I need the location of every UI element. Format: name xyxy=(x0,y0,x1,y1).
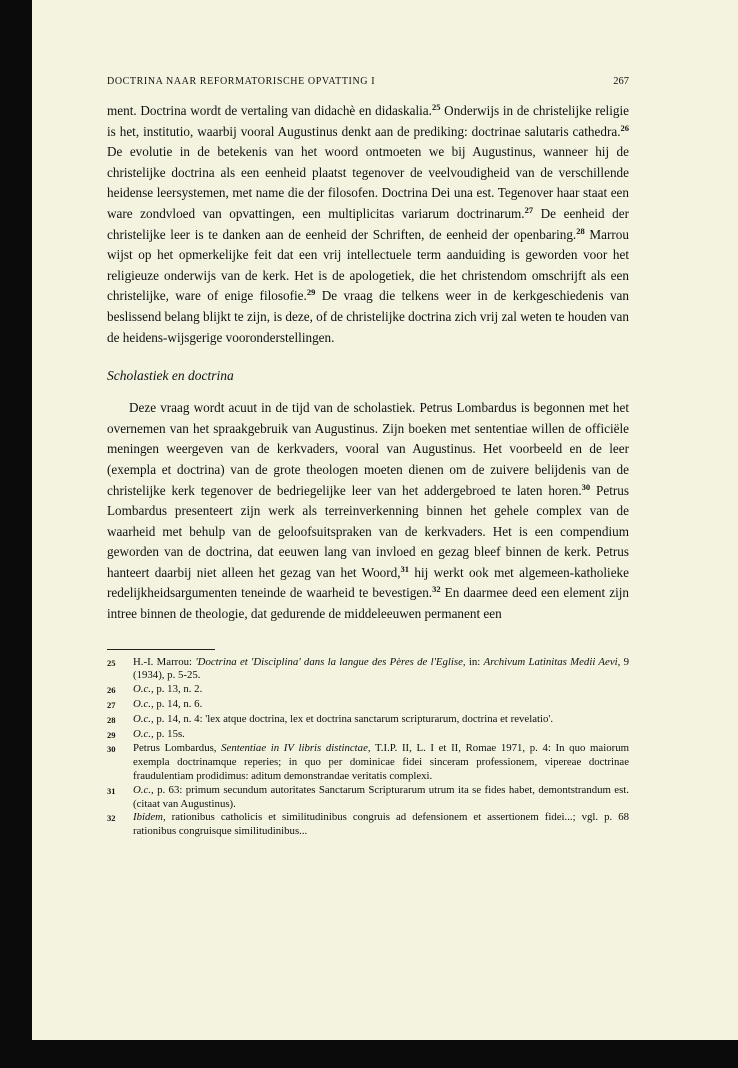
footnote-ref-31: 31 xyxy=(400,563,410,574)
paragraph-text: De evolutie in de betekenis van het woord ontmoeten we bij Augustinus, wanneer hij de christelijke doctrina als een eenheid plaatst tegenover de veelvoudigheid van de verschillende heidense leersystemen, met name die der filosofen. Doctrina Dei una est. Tegenover haar staat een ware zondvloed van opvattingen, een multiplicitas variarum doctrinarum. xyxy=(107,144,629,221)
footnote-text: O.c., p. 14, n. 4: 'lex atque doctrina, lex et doctrina sanctarum scripturarum, doctrina et revelatio'. xyxy=(133,712,554,725)
footnote-text: O.c., p. 15s. xyxy=(133,727,185,740)
body-paragraph-1 xyxy=(107,101,629,348)
section-heading: Scholastiek en doctrina xyxy=(107,368,234,384)
footnote-number: 26 xyxy=(107,685,116,696)
footnote-31 xyxy=(107,784,629,812)
footnote-text: O.c., p. 63: primum secundum autoritates Sanctarum Scripturarum utrum ita se fides habet, demontstrandum est. (citaat van Augustinus). xyxy=(133,783,629,810)
paragraph-text: Deze vraag wordt acuut in de tijd van de scholastiek. Petrus Lombardus is begonnen met het overnemen van het spraakgebruik van Augustinus. Zijn boeken met sententiae willen de officiële meningen weergeven van de kerkvaders, vooral van Augustinus. Het voorbeeld en de leer (exempla et doctrina) van de grote theologen moeten dienen om de zuivere belijdenis van de christelijke kerk tegenover de bedriegelijke leer van het addergebroed te laten horen. xyxy=(107,400,629,498)
footnote-number: 25 xyxy=(107,657,116,668)
footnote-27 xyxy=(107,698,629,713)
footnote-ref-28: 28 xyxy=(576,225,585,236)
paragraph-text: En daarmee deed een element zijn intree binnen de theologie, dat gedurende de middeleeuwen permanent een xyxy=(107,585,629,622)
footnote-number: 32 xyxy=(107,813,116,824)
paragraph-text: Marrou wijst op het opmerkelijke feit dat een vrij intellectuele term aanduiding is geworden voor het religieuze onderwijs van de kerk. Het is de apologetiek, die het christendom omschrijft als een christelijke, ware of enige filosofie. xyxy=(107,226,629,304)
body-paragraph-2 xyxy=(107,398,629,625)
footnote-ref-29: 29 xyxy=(306,287,316,298)
footnote-text: H.-I. Marrou: 'Doctrina et 'Disciplina' dans la langue des Pères de l'Eglise, in: Archivum Latinitas Medii Aevi, 9 (1934), p. 5-25. xyxy=(133,655,630,682)
paragraph-text: De vraag die telkens weer in de kerkgeschiedenis van beslissend belang blijkt te zijn, is deze, of de christelijke doctrina zich vrij zal weten te houden van de heidens-wijsgerige vooronderstellingen. xyxy=(107,288,630,345)
footnote-number: 31 xyxy=(107,785,116,796)
footnote-ref-26: 26 xyxy=(620,122,629,133)
footnote-text: Petrus Lombardus, Sententiae in IV libris distinctae, T.I.P. II, L. I et II, Romae 1971, p. 4: In quo maiorum exempla doctrinamque reperies; in quo per dominicae fidei sinceram professionem, vipereae doctrinae fraudulentiam prodidimus: aditum demonstrandae veritatis complexi. xyxy=(133,742,629,783)
footnotes xyxy=(107,656,629,839)
footnote-text: O.c., p. 13, n. 2. xyxy=(133,683,203,696)
paragraph-text: Petrus Lombardus presenteert zijn werk als terreinverkenning binnen het gehele complex van de waarheid met behulp van de geloofsuitspraken van de kerkvaders. Het is een compendium geworden van de doctrina, dat eeuwen lang van invloed en gezag bleef binnen de kerk. Petrus hanteert daarbij niet alleen het gezag van het Woord, xyxy=(107,482,630,580)
footnote-29 xyxy=(107,728,629,743)
paragraph-text: Onderwijs in de christelijke religie is het, institutio, waarbij vooral Augustinus denkt aan de prediking: doctrinae salutaris cathedra. xyxy=(107,103,629,139)
running-header-title: DOCTRINA NAAR REFORMATORISCHE OPVATTING I xyxy=(107,76,376,87)
page-number: 267 xyxy=(613,76,629,87)
footnote-32 xyxy=(107,811,629,839)
footnote-25 xyxy=(107,656,629,684)
footnote-ref-32: 32 xyxy=(432,584,441,595)
paragraph-text: hij werkt ook met algemeen-katholieke redelijkheidsargumenten teneinde de waarheid te bevestigen. xyxy=(107,564,630,601)
footnote-text: Ibidem, rationibus catholicis et similitudinibus congruis ad defensionem et assertionem fidei...; vgl. p. 68 rationibus congruisque similitudinibus... xyxy=(133,811,629,838)
running-header xyxy=(107,76,629,87)
paragraph-text: De eenheid der christelijke leer is te danken aan de eenheid der Schriften, de eenheid der openbaring. xyxy=(107,205,629,242)
footnote-ref-25: 25 xyxy=(431,102,441,112)
footnote-number: 30 xyxy=(107,744,116,755)
paragraph-text: ment. Doctrina wordt de vertaling van didachè en didaskalia. xyxy=(107,103,432,118)
footnote-text: O.c., p. 14, n. 6. xyxy=(133,698,203,711)
footnote-divider xyxy=(107,649,215,650)
footnote-ref-30: 30 xyxy=(581,481,591,492)
page-content xyxy=(107,76,629,839)
footnote-number: 29 xyxy=(107,729,116,740)
book-page xyxy=(32,0,738,1040)
footnote-ref-27: 27 xyxy=(524,204,534,215)
footnote-number: 27 xyxy=(107,700,116,711)
footnote-28 xyxy=(107,713,629,728)
footnote-number: 28 xyxy=(107,714,116,725)
footnote-30 xyxy=(107,742,629,783)
footnote-26 xyxy=(107,683,629,698)
